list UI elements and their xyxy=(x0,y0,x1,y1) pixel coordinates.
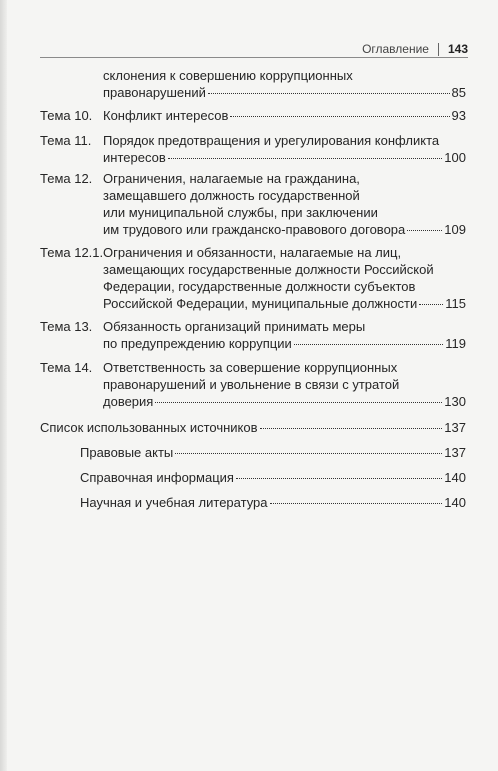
header-page-number: 143 xyxy=(447,42,468,56)
toc-entry-text-line: Обязанность организаций принимать меры xyxy=(103,319,366,334)
toc-entry-text-line: Ответственность за совершение коррупционных xyxy=(103,360,398,375)
dot-leader xyxy=(230,116,449,117)
toc-entry-text-line: Порядок предотвращения и урегулирования конфликта xyxy=(103,133,440,148)
toc-entry-page: 140 xyxy=(444,495,466,510)
dot-leader xyxy=(208,93,450,94)
toc-entry-label: Тема 10. xyxy=(40,108,93,123)
dot-leader xyxy=(168,158,443,159)
toc-entry-page: 140 xyxy=(444,470,466,485)
toc-entry-text-line: Правовые акты xyxy=(80,445,174,460)
dot-leader xyxy=(419,304,443,305)
toc-entry-label: Тема 12.1. xyxy=(40,245,104,260)
header-rule xyxy=(40,57,468,58)
toc-entry-page: 93 xyxy=(451,108,466,123)
toc-entry-text-line: правонарушений и увольнение в связи с утратой xyxy=(103,377,400,392)
toc-entry-text-line: им трудового или гражданско-правового договора xyxy=(103,222,406,237)
toc-entry-page: 100 xyxy=(444,150,466,165)
toc-entry-text-line: замещающих государственные должности Российской xyxy=(103,262,434,277)
toc-entry-text-line: интересов xyxy=(103,150,166,165)
toc-entry-last-line xyxy=(103,336,466,352)
toc-entry-page: 115 xyxy=(445,296,466,311)
toc-entry-text-line: Конфликт интересов xyxy=(103,108,229,123)
dot-leader xyxy=(260,428,443,429)
toc-entry-page: 119 xyxy=(445,336,466,351)
toc-entry-text-line: склонения к совершению коррупционных xyxy=(103,68,353,83)
toc-entry-label: Тема 13. xyxy=(40,319,93,334)
toc-entry-text-line: правонарушений xyxy=(103,85,206,100)
toc-entry-text-line: замещавшего должность государственной xyxy=(103,188,360,203)
toc-entry-last-line xyxy=(80,470,466,486)
toc-entry-last-line xyxy=(40,420,466,436)
toc-entry-label: Тема 11. xyxy=(40,133,92,148)
dot-leader xyxy=(155,402,442,403)
toc-entry-page: 137 xyxy=(444,420,466,435)
toc-entry-last-line xyxy=(103,108,466,124)
toc-entry-last-line xyxy=(103,394,466,410)
toc-entry-text-line: Ограничения, налагаемые на гражданина, xyxy=(103,171,360,186)
toc-entry-page: 137 xyxy=(444,445,466,460)
toc-entry-page: 130 xyxy=(444,394,466,409)
toc-entry-text-line: Ограничения и обязанности, налагаемые на лиц, xyxy=(103,245,402,260)
toc-entry-label: Тема 14. xyxy=(40,360,93,375)
toc-entry-text-line: по предупреждению коррупции xyxy=(103,336,292,351)
toc-entry-text-line: Российской Федерации, муниципальные должности xyxy=(103,296,418,311)
dot-leader xyxy=(294,344,444,345)
header-title: Оглавление xyxy=(362,42,429,56)
toc-entry-text-line: Научная и учебная литература xyxy=(80,495,268,510)
toc-entry-last-line xyxy=(80,445,466,461)
toc-entry-last-line xyxy=(80,495,466,511)
toc-entry-last-line xyxy=(103,150,466,166)
header-separator xyxy=(438,43,439,56)
toc-entry-text-line: Справочная информация xyxy=(80,470,234,485)
dot-leader xyxy=(236,478,442,479)
toc-entry-text-line: доверия xyxy=(103,394,154,409)
dot-leader xyxy=(175,453,442,454)
toc-entry-label: Тема 12. xyxy=(40,171,93,186)
page-edge-shadow xyxy=(0,0,7,771)
dot-leader xyxy=(270,503,443,504)
toc-entry-last-line xyxy=(103,222,466,238)
toc-entry-last-line xyxy=(103,85,466,101)
toc-entry-page: 109 xyxy=(444,222,466,237)
toc-entry-last-line xyxy=(103,296,466,312)
running-header xyxy=(362,42,468,56)
toc-entry-text-line: Федерации, государственные должности субъектов xyxy=(103,279,416,294)
toc-entry-text-line: Список использованных источников xyxy=(40,420,258,435)
dot-leader xyxy=(407,230,442,231)
toc-entry-text-line: или муниципальной службы, при заключении xyxy=(103,205,378,220)
toc-entry-page: 85 xyxy=(451,85,466,100)
